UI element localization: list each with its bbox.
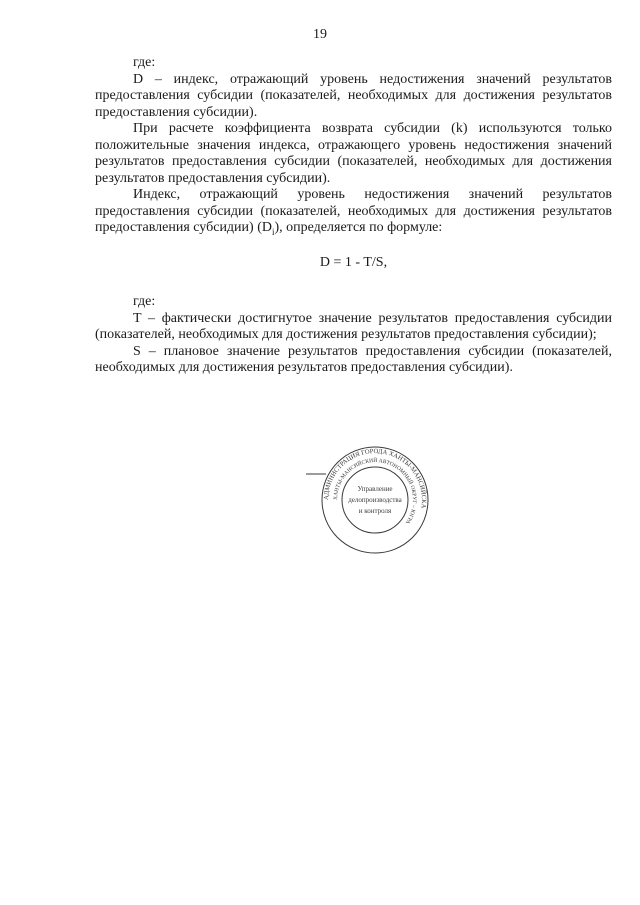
paragraph-k-calculation: При расчете коэффициента возврата субсидии (k) используются только положительные значения индекса, отражающего уровень недостижения значений результатов предоставления субсидии (показателей, необходимых для достижения результатов предоставления субсидии). <box>95 121 612 186</box>
index-tail: ), определяется по формуле: <box>274 220 443 235</box>
seal-center-line-2: делопроизводства <box>348 496 402 504</box>
seal-center-line-1: Управление <box>357 485 393 493</box>
index-subscript: i <box>271 226 275 237</box>
definition-d: D – индекс, отражающий уровень недостижения значений результатов предоставления субсидии (показателей, необходимых для достижения результатов предоставления субсидии). <box>95 71 612 120</box>
document-body <box>95 55 612 377</box>
official-seal <box>306 444 444 556</box>
definition-s: S – плановое значение результатов предоставления субсидии (показателей, необходимых для достижения результатов предоставления субсидии). <box>95 343 612 375</box>
seal-center-line-3: и контроля <box>358 507 392 515</box>
paragraph-index-definition <box>95 187 612 237</box>
index-text: Индекс, отражающий уровень недостижения значений результатов предоставления субсидии (показателей, необходимых для достижения результатов предоставления субсидии) (D <box>95 187 612 235</box>
where-label-2: где: <box>133 294 156 309</box>
seal-outer-text: АДМИНИСТРАЦИЯ ГОРОДА ХАНТЫ-МАНСИЙСКА <box>322 447 428 509</box>
seal-inner-text: ХАНТЫ-МАНСИЙСКИЙ АВТОНОМНЫЙ ОКРУГ – ЮГРА <box>332 457 418 525</box>
page-number: 19 <box>313 27 327 42</box>
where-label-1: где: <box>133 55 156 70</box>
definition-t: T – фактически достигнутое значение результатов предоставления субсидии (показателей, необходимых для достижения результатов предоставления субсидии); <box>95 310 612 342</box>
formula: D = 1 - T/S, <box>319 254 388 270</box>
